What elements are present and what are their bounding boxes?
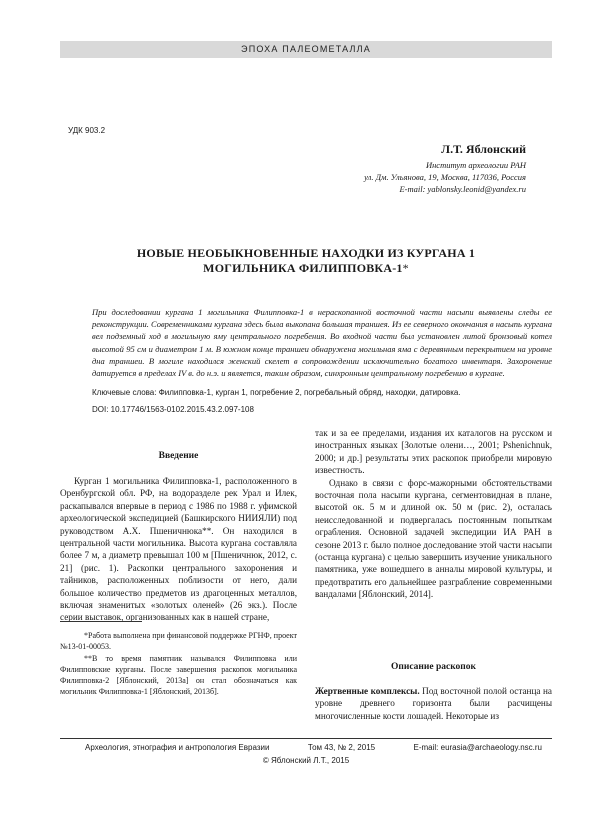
author-block	[364, 142, 526, 195]
udk-code: УДК 903.2	[68, 126, 106, 135]
footnote-divider	[60, 621, 142, 622]
footnotes	[60, 630, 297, 698]
footer	[60, 743, 552, 752]
left-column	[60, 475, 297, 624]
excavation-text	[315, 685, 552, 722]
excavation-heading: Описание раскопок	[390, 662, 476, 672]
title-line-2	[60, 261, 552, 276]
doi[interactable]: DOI: 10.17746/1563-0102.2015.43.2.097-108	[92, 405, 254, 414]
title-line-2-text: МОГИЛЬНИКА ФИЛИППОВКА-1	[203, 261, 403, 275]
footer-volume: Том 43, № 2, 2015	[307, 743, 376, 752]
title-footnote-mark: *	[402, 261, 409, 275]
excavation-body: Под восточной полой останца на уровне древнего горизонта были расчищены многочисленные кости лошадей. Некоторые из	[315, 686, 553, 721]
author-email[interactable]: E-mail: yablonsky.leonid@yandex.ru	[399, 184, 526, 194]
keywords: Ключевые слова: Филипповка-1, курган 1, погребение 2, погребальный обряд, находки, датировка.	[92, 388, 461, 397]
footnote-2: **В то время памятник назывался Филипповка или Филипповские курганы. После завершения раскопок могильника Филипповка-2 [Яблонский, 2013а] он стал обозначаться как могильник Филипповка-1 [Яблонский, 2013б].	[60, 653, 297, 697]
author-institute: Институт археологии РАН	[425, 160, 526, 170]
right-column	[315, 427, 552, 601]
footer-email[interactable]: E-mail: eurasia@archaeology.nsc.ru	[413, 743, 542, 752]
intro-paragraph-2: так и за ее пределами, издания их каталогов на русском и иностранных языках [Золотые олени…, 2001; Pshenichnuk, 2000; и др.] результаты этих раскопок приобрели мировую известность.	[315, 428, 552, 476]
intro-paragraph-1: Курган 1 могильника Филипповка-1, расположенного в Оренбургской обл. РФ, на водоразделе рек Урал и Илек, раскапывался впервые в период с 1986 по 1988 г. уфимской археологической экспедицией (Башкирского НИИЯЛИ) под руководством А.Х. Пшеничнюка**. Он находился в центральной части могильника. Высота кургана составляла более 7 м, а диаметр превышал 100 м [Пшеничнюк, 2012, с. 21] (рис. 1). Раскопки центрального захоронения и тайников, расположенных поблизости от него, дали большое количество предметов из драгоценных металлов, включая знаменитых «золотых оленей» (26 экз.). После серии выставок, организованных как в нашей стране,	[60, 476, 297, 623]
intro-paragraph-3: Однако в связи с форс-мажорными обстоятельствами восточная пола насыпи кургана, сегментовидная в плане, высотой ок. 5 м и длиной ок. 50 м (рис. 2), осталась неисследованной и подвергалась постоянным попыткам ограбления. Основной задачей экспедиции ИА РАН в сезоне 2013 г. было полное доследование этой части насыпи (останца кургана) с целью завершить изучение уникального памятника, уже вошедшего в анналы мировой культуры, и предотвратить его дальнейшее разграбление современными вандалами [Яблонский, 2014].	[315, 477, 552, 600]
footer-journal: Археология, этнография и антропология Евразии	[85, 743, 270, 752]
section-header: ЭПОХА ПАЛЕОМЕТАЛЛА	[60, 41, 552, 58]
author-address: ул. Дм. Ульянова, 19, Москва, 117036, Россия	[364, 172, 526, 182]
footnote-1: *Работа выполнена при финансовой поддержке РГНФ, проект №13-01-00053.	[60, 631, 297, 652]
intro-heading: Введение	[158, 451, 199, 461]
footer-copyright: © Яблонский Л.Т., 2015	[262, 756, 350, 765]
article-title	[60, 246, 552, 276]
author-name: Л.Т. Яблонский	[441, 142, 526, 156]
title-line-1: НОВЫЕ НЕОБЫКНОВЕННЫЕ НАХОДКИ ИЗ КУРГАНА 1	[136, 246, 476, 260]
footer-divider	[60, 738, 552, 739]
excavation-paragraph	[315, 685, 552, 722]
excavation-lead: Жертвенные комплексы.	[315, 686, 420, 696]
abstract: При доследовании кургана 1 могильника Филипповка-1 в нераскопанной восточной части насыпи выявлены следы ее реконструкции. Современниками кургана здесь была выкопана большая траншея. Из ее северного окончания в насыпь кургана вел подземный ход в могильную яму центрального погребения. Во входной части был установлен литой бронзовый котел высотой 95 см и диаметром 1 м. В южном конце траншеи обнаружена могильная яма с деревянным перекрытием на уровне дна траншеи. В могиле находился женский скелет в сопровождении исключительно богатого инвентаря. Захоронение датируется в пределах IV в. до н.э. и является, таким образом, синхронным центральному погребению в кургане.	[92, 307, 552, 379]
